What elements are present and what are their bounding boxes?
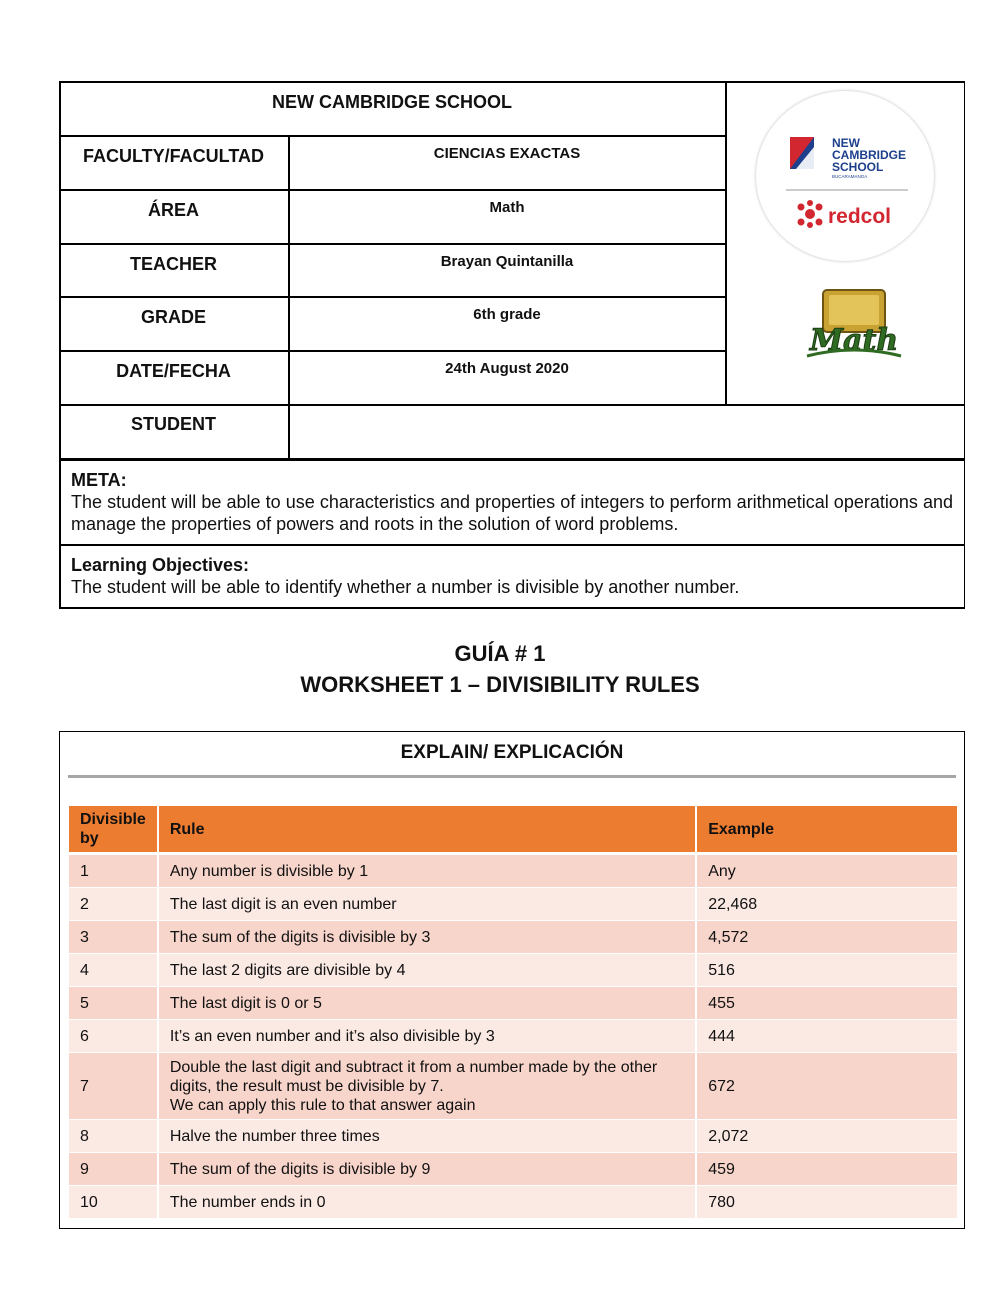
area-value: Math [489, 199, 525, 216]
faculty-value: CIENCIAS EXACTAS [433, 145, 581, 162]
divisor-cell: 3 [69, 921, 159, 954]
rule-cell: The sum of the digits is divisible by 9 [159, 1153, 697, 1186]
rule-cell: The last digit is an even number [159, 888, 697, 921]
example-cell: 2,072 [697, 1120, 957, 1153]
logo-line-school: SCHOOL [832, 160, 884, 174]
math-badge-graphic [799, 286, 909, 366]
divisor-cell: 7 [69, 1053, 159, 1120]
faculty-label: FACULTY/FACULTAD [83, 146, 264, 166]
rule-cell: The number ends in 0 [159, 1186, 697, 1219]
redcol-wordmark: redcol [828, 205, 892, 228]
grade-label: GRADE [140, 307, 206, 327]
meta-title: META: [71, 470, 127, 490]
divisor-cell: 2 [69, 888, 159, 921]
divisor-cell: 1 [69, 855, 159, 888]
divisor-cell: 4 [69, 954, 159, 987]
example-cell: 459 [697, 1153, 957, 1186]
example-cell: 672 [697, 1053, 957, 1120]
example-cell: 4,572 [697, 921, 957, 954]
rule-line: Double the last digit and subtract it from a number made by the other [169, 1058, 658, 1076]
divisor-cell: 5 [69, 987, 159, 1020]
objectives-section [71, 554, 953, 598]
column-header-rule: Rule [159, 806, 697, 855]
teacher-value: Brayan Quintanilla [440, 253, 574, 270]
meta-text: The student will be able to use characteristics and properties of integers to perform arithmetical operations and manage the properties of powers and roots in the solution of word problems. [71, 492, 953, 534]
header-table [59, 81, 965, 609]
rule-cell: It’s an even number and it’s also divisible by 3 [159, 1020, 697, 1053]
logo-line-cambridge: CAMBRIDGE [832, 148, 906, 162]
area-label: ÁREA [147, 200, 199, 220]
table-row [69, 1020, 957, 1053]
logo-line-new: NEW [832, 136, 860, 150]
table-row [69, 1053, 957, 1120]
table-row [69, 954, 957, 987]
school-logo [756, 91, 934, 261]
table-row [69, 888, 957, 921]
meta-section [71, 469, 953, 535]
logo-line-city: BUCARAMANGA [832, 174, 868, 179]
table-row [69, 855, 957, 888]
table-row [69, 921, 957, 954]
rule-cell: The last digit is 0 or 5 [159, 987, 697, 1020]
teacher-label: TEACHER [129, 254, 217, 274]
school-logo-graphic [756, 91, 934, 261]
table-row [69, 1120, 957, 1153]
table-header-row [69, 806, 957, 855]
example-cell: 780 [697, 1186, 957, 1219]
divisor-cell: 6 [69, 1020, 159, 1053]
student-field[interactable] [289, 414, 964, 454]
rule-cell [159, 1053, 697, 1120]
explain-title: EXPLAIN/ EXPLICACIÓN [400, 742, 624, 763]
worksheet-title: WORKSHEET 1 – DIVISIBILITY RULES [300, 672, 700, 697]
date-value: 24th August 2020 [445, 360, 569, 377]
grade-value: 6th grade [473, 306, 541, 323]
student-label: STUDENT [131, 414, 216, 434]
divisibility-rules-table [69, 806, 957, 1219]
rule-cell: Any number is divisible by 1 [159, 855, 697, 888]
table-row [69, 1186, 957, 1219]
math-logo [799, 286, 909, 371]
objectives-text: The student will be able to identify whether a number is divisible by another number. [71, 577, 740, 597]
column-header-example: Example [697, 806, 957, 855]
example-cell: 516 [697, 954, 957, 987]
table-row [69, 987, 957, 1020]
explain-box [59, 731, 965, 1229]
date-label: DATE/FECHA [116, 361, 231, 381]
divisor-cell: 10 [69, 1186, 159, 1219]
example-cell: 444 [697, 1020, 957, 1053]
rule-cell: The sum of the digits is divisible by 3 [159, 921, 697, 954]
objectives-title: Learning Objectives: [71, 555, 250, 575]
divisor-cell: 9 [69, 1153, 159, 1186]
guide-title: GUÍA # 1 [454, 641, 546, 666]
divisor-cell: 8 [69, 1120, 159, 1153]
example-cell: Any [697, 855, 957, 888]
rule-line: We can apply this rule to that answer again [169, 1096, 476, 1114]
column-header-divisible-by: Divisible by [69, 806, 159, 855]
school-name: NEW CAMBRIDGE SCHOOL [272, 92, 512, 112]
rule-line: digits, the result must be divisible by 7. [169, 1077, 444, 1095]
rule-cell: The last 2 digits are divisible by 4 [159, 954, 697, 987]
explain-divider [68, 775, 956, 778]
math-badge-text: Math [809, 323, 899, 358]
rule-cell: Halve the number three times [159, 1120, 697, 1153]
redcol-icon [798, 200, 823, 228]
example-cell: 22,468 [697, 888, 957, 921]
table-row [69, 1153, 957, 1186]
example-cell: 455 [697, 987, 957, 1020]
